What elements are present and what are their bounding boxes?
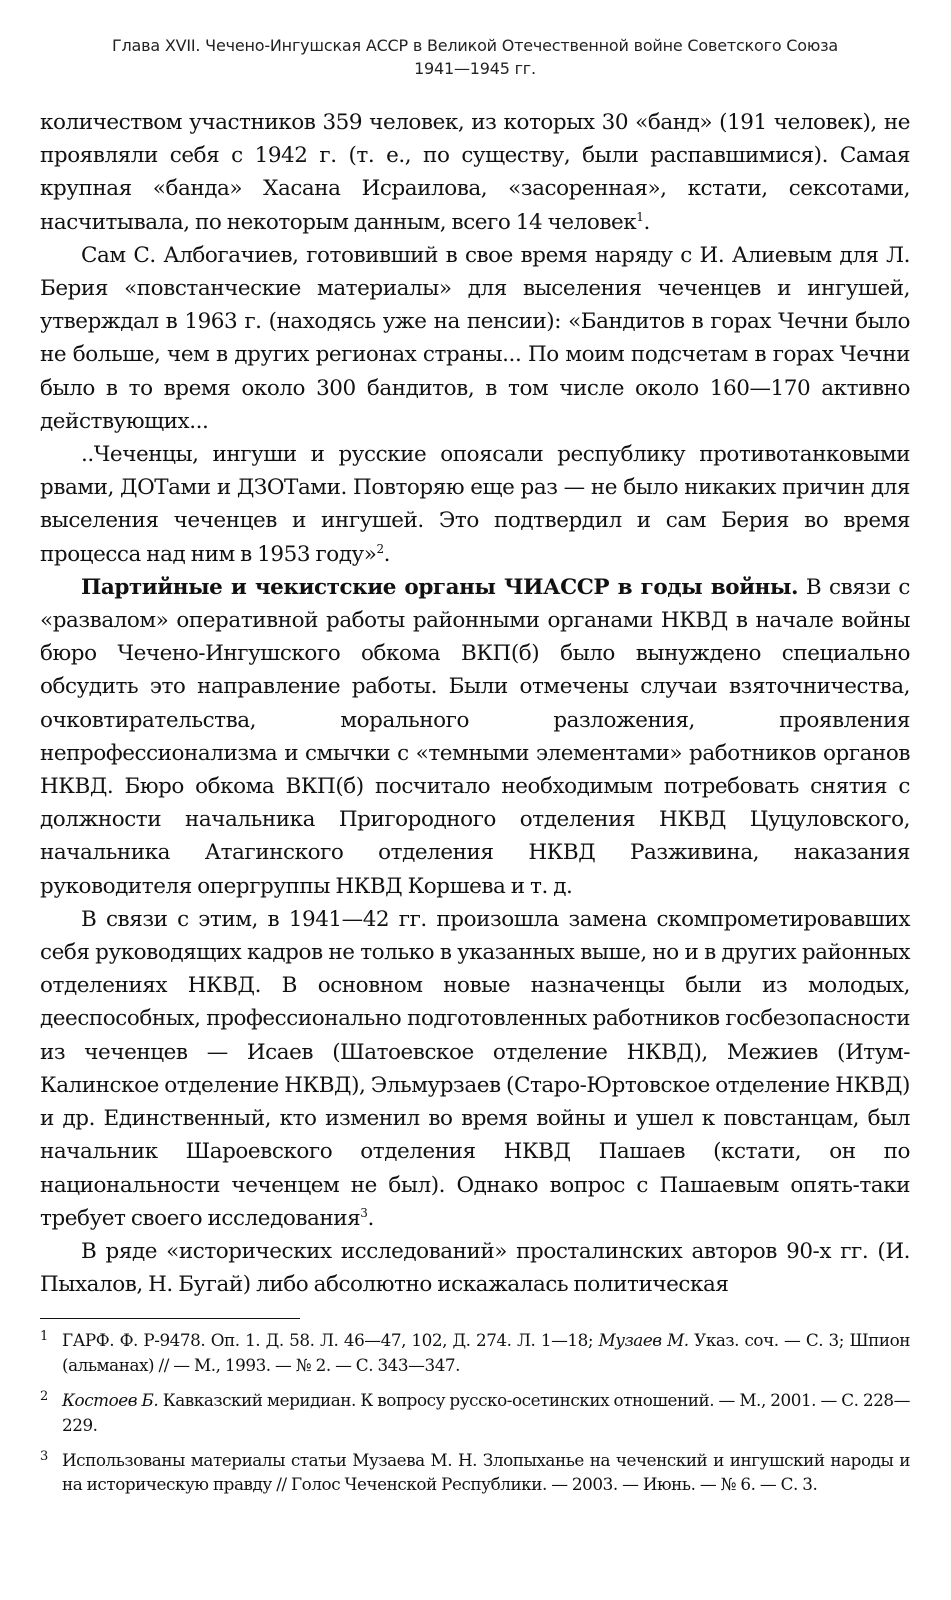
paragraph-5-text: В связи с этим, в 1941—42 гг. произошла замена скомпрометировавших себя руководящих кадров не только в указанных выше, но и в других районных отделениях НКВД. В основном новые назначенцы были из молодых, дееспособных, профессионально подготовленных работников госбезопасности из чеченцев — Исаев (Шатоевское отделение НКВД), Межиев (Итум-Калинское отделение НКВД), Эльмурзаев (Старо-Юртовское отделение НКВД) и др. Единственный, кто изменил во время войны и ушел к повстанцам, был начальник Шароевского отделения НКВД Пашаев (кстати, он по национальности чеченцем не был). Однако вопрос с Пашаевым опять-таки требует своего исследования	[40, 906, 910, 1231]
paragraph-6-text: В ряде «исторических исследований» просталинских авторов 90-х гг. (И. Пыхалов, Н. Бугай) либо абсолютно искажалась политическая	[40, 1238, 910, 1298]
paragraph-1-text: количеством участников 359 человек, из которых 30 «банд» (191 человек), не проявляли себя с 1942 г. (т. е., по существу, были распавшимися). Самая крупная «банда» Хасана Исраилова, «засоренная», кстати, сексотами, насчитывала, по некоторым данным, всего 14 человек	[40, 110, 910, 235]
footnote-3-number: 3	[40, 1448, 48, 1464]
paragraph-1: количеством участников 359 человек, из которых 30 «банд» (191 человек), не проявляли себя с 1942 г. (т. е., по существу, были распавшимися). Самая крупная «банда» Хасана Исраилова, «засоренная», кстати, сексотами, насчитывала, по некоторым данным, всего 14 человек$^1$.	[40, 110, 910, 235]
footnotes	[40, 1328, 910, 1497]
footnote-2-text: Кавказский меридиан. К вопросу русско-осетинских отношений. — М., 2001. — С. 228—229.	[62, 1389, 910, 1435]
paragraph-3-text: ..Чеченцы, ингуши и русские опоясали республику противотанковыми рвами, ДОТами и ДЗОТами. Повторяю еще раз — не было никаких причин для выселения чеченцев и ингушей. Это подтвердил и сам Берия во время процесса над ним в 1953 году»	[40, 442, 910, 567]
book-page	[40, 34, 910, 1507]
paragraph-3: ..Чеченцы, ингуши и русские опоясали республику противотанковыми рвами, ДОТами и ДЗОТами. Повторяю еще раз — не было никаких причин для выселения чеченцев и ингушей. Это подтвердил и сам Берия во время процесса над ним в 1953 году»$^2$.	[40, 442, 910, 567]
footnote-ref-3: 3	[360, 1205, 368, 1220]
footnote-2-number: 2	[40, 1388, 48, 1404]
footnote-3	[40, 1448, 910, 1498]
paragraph-5: В связи с этим, в 1941—42 гг. произошла замена скомпрометировавших себя руководящих кадров не только в указанных выше, но и в других районных отделениях НКВД. В основном новые назначенцы были из молодых, дееспособных, профессионально подготовленных работников госбезопасности из чеченцев — Исаев (Шатоевское отделение НКВД), Межиев (Итум-Калинское отделение НКВД), Эльмурзаев (Старо-Юртовское отделение НКВД) и др. Единственный, кто изменил во время войны и ушел к повстанцам, был начальник Шароевского отделения НКВД Пашаев (кстати, он по национальности чеченцем не был). Однако вопрос с Пашаевым опять-таки требует своего исследования$^3$.	[40, 906, 910, 1231]
running-header	[40, 34, 910, 80]
footnote-ref-1: 1	[636, 209, 644, 224]
footnote-2	[40, 1388, 910, 1438]
footnote-3-text: Использованы материалы статьи Музаева М. Н. Злопыханье на чеченский и ингушский народы и на историческую правду // Голос Чеченской Республики. — 2003. — Июнь. — № 6. — С. 3.	[62, 1449, 910, 1495]
paragraph-4-text: В связи с «развалом» оперативной работы районными органами НКВД в начале войны бюро Чечено-Ингушского обкома ВКП(б) было вынуждено специально обсудить это направление работы. Были отмечены случаи взяточничества, очковтирательства, морального разложения, проявления непрофессионализма и смычки с «темными элементами» работников органов НКВД. Бюро обкома ВКП(б) посчитало необходимым потребовать снятия с должности начальника Пригородного отделения НКВД Цуцуловского, начальника Атагинского отделения НКВД Разживина, наказания руководителя опергруппы НКВД Коршева и т. д.	[40, 574, 911, 899]
footnote-2-author: Костоев Б.	[62, 1389, 159, 1410]
paragraph-6	[40, 1235, 910, 1301]
paragraph-2-text: Сам С. Албогачиев, готовивший в свое время наряду с И. Алиевым для Л. Берия «повстанческие материалы» для выселения чеченцев и ингушей, утверждал в 1963 г. (находясь уже на пенсии): «Бандитов в горах Чечни было не больше, чем в других регионах страны... По моим подсчетам в горах Чечни было в то время около 300 бандитов, в том числе около 160—170 активно действующих...	[40, 242, 910, 434]
footnote-1	[40, 1328, 910, 1378]
footnote-1-text-b: Указ. соч. — С. 3; Шпион (альманах) // — М., 1993. — № 2. — С. 343—347.	[62, 1330, 910, 1376]
footnote-ref-2: 2	[376, 541, 384, 556]
paragraph-2	[40, 239, 910, 438]
footnote-1-number: 1	[40, 1329, 48, 1345]
main-text	[40, 106, 910, 1301]
running-header-line-2: 1941—1945 гг.	[414, 59, 536, 78]
section-heading: Партийные и чекистские органы ЧИАССР в годы войны.	[81, 574, 799, 600]
footnote-1-author: Музаев М.	[598, 1330, 689, 1351]
paragraph-4	[40, 571, 910, 903]
footnote-divider	[40, 1318, 300, 1319]
footnote-1-text-a: ГАРФ. Ф. Р-9478. Оп. 1. Д. 58. Л. 46—47, 102, Д. 274. Л. 1—18;	[62, 1330, 599, 1351]
running-header-line-1: Глава XVII. Чечено-Ингушская АССР в Великой Отечественной войне Советского Союза	[111, 36, 839, 55]
